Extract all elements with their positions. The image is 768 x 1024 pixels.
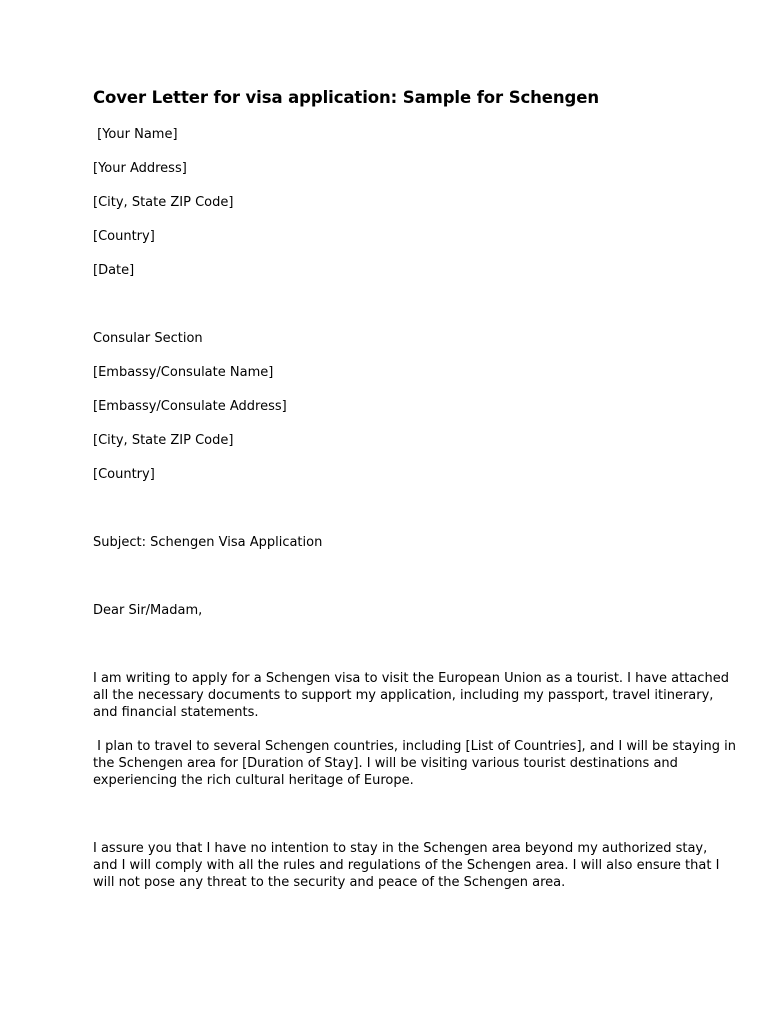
sender-address: [Your Address] xyxy=(93,161,187,176)
paragraph-line: and I will comply with all the rules and regulations of the Schengen area. I will also ensure that I xyxy=(93,858,720,873)
document-title: Cover Letter for visa application: Sample for Schengen xyxy=(93,88,599,107)
paragraph-line: will not pose any threat to the security and peace of the Schengen area. xyxy=(93,875,566,890)
paragraph-line: the Schengen area for [Duration of Stay]. I will be visiting various tourist destinations and xyxy=(93,756,678,771)
sender-city: [City, State ZIP Code] xyxy=(93,195,234,210)
paragraph-line: I am writing to apply for a Schengen visa to visit the European Union as a tourist. I have attached xyxy=(93,671,729,686)
recipient-address: [Embassy/Consulate Address] xyxy=(93,399,287,414)
recipient-city: [City, State ZIP Code] xyxy=(93,433,234,448)
body-paragraph xyxy=(93,738,736,789)
body-paragraph xyxy=(93,840,720,891)
subject-line: Subject: Schengen Visa Application xyxy=(93,535,323,550)
paragraph-line: I assure you that I have no intention to stay in the Schengen area beyond my authorized stay, xyxy=(93,841,708,856)
recipient-name: [Embassy/Consulate Name] xyxy=(93,365,274,380)
sender-country: [Country] xyxy=(93,229,155,244)
paragraph-line: and financial statements. xyxy=(93,705,259,720)
sender-name: [Your Name] xyxy=(93,127,178,142)
letter-date: [Date] xyxy=(93,263,135,278)
body-paragraph xyxy=(93,670,729,721)
recipient-section: Consular Section xyxy=(93,331,203,346)
paragraph-line: experiencing the rich cultural heritage of Europe. xyxy=(93,773,414,788)
salutation: Dear Sir/Madam, xyxy=(93,603,203,618)
paragraph-line: I plan to travel to several Schengen countries, including [List of Countries], and I will be staying in xyxy=(93,739,736,754)
paragraph-line: all the necessary documents to support my application, including my passport, travel itinerary, xyxy=(93,688,714,703)
recipient-country: [Country] xyxy=(93,467,155,482)
